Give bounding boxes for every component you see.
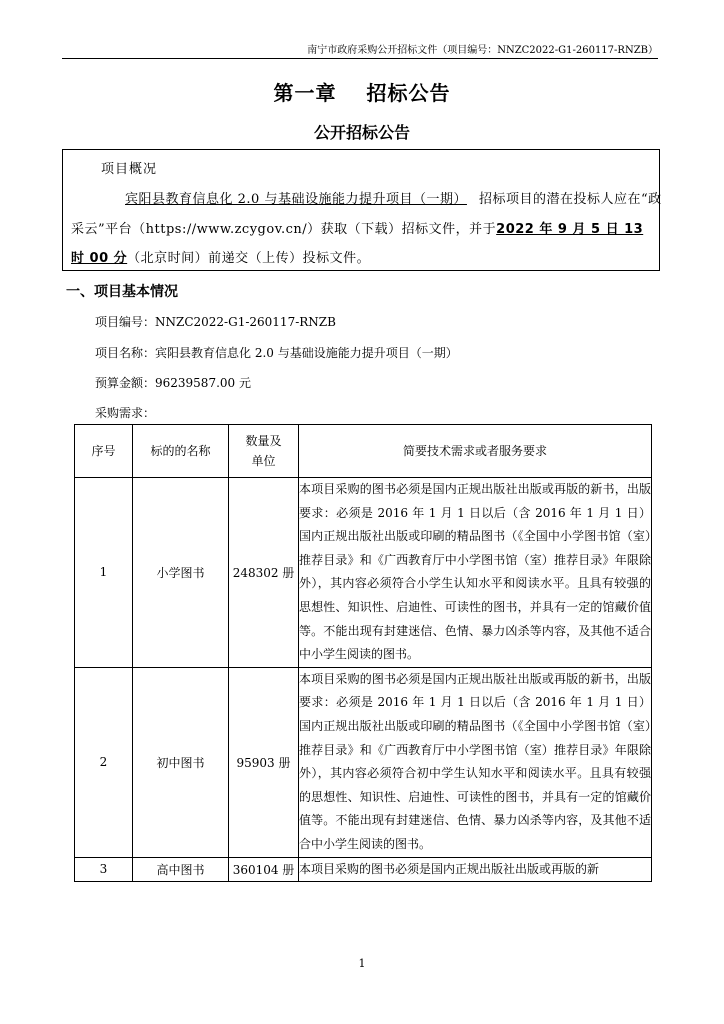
table-row [75, 478, 652, 668]
table-row [75, 667, 652, 857]
row-qty: 95903 册 [229, 667, 299, 857]
table-header-row [75, 425, 652, 478]
row-desc: 本项目采购的图书必须是国内正规出版社出版或再版的新 [299, 857, 652, 882]
requirements-table [74, 424, 652, 882]
chapter-number: 第一章 [273, 81, 337, 105]
header-qty: 数量及 单位 [229, 425, 299, 478]
section-title-basic-info: 一、项目基本情况 [66, 284, 178, 300]
project-name: 项目名称：宾阳县教育信息化 2.0 与基础设施能力提升项目（一期） [95, 346, 458, 360]
row-desc: 本项目采购的图书必须是国内正规出版社出版或再版的新书，出版要求：必须是 2016 年 1 月 1 日以后（含 2016 年 1 月 1 日）国内正规出版社出版或印刷的精品图书（《全国中小学图书馆（室）推荐目录》和《广西教育厅中小学图书馆（室）推荐目录》年限除外），其内容必须符合小学生认知水平和阅读水平。且具有较强的思想性、知识性、启迪性、可读性的图书，并具有一定的馆藏价值等。不能出现有封建迷信、色情、暴力凶杀等内容，及其他不适合中小学生阅读的图书。 [299, 478, 652, 668]
requirement-label: 采购需求： [95, 406, 156, 420]
overview-project-name: 宾阳县教育信息化 2.0 与基础设施能力提升项目（一期） [125, 192, 467, 207]
overview-line-1 [71, 188, 662, 207]
row-qty: 248302 册 [229, 478, 299, 668]
row-name: 小学图书 [133, 478, 229, 668]
overview-line1-suffix: 招标项目的潜在投标人应在“政 [478, 192, 662, 207]
table-row [75, 857, 652, 882]
row-seq: 1 [75, 478, 133, 668]
page-number: 1 [358, 957, 366, 970]
row-name: 初中图书 [133, 667, 229, 857]
header-seq: 序号 [75, 425, 133, 478]
project-number: 项目编号：NNZC2022-G1-260117-RNZB [95, 315, 336, 329]
overview-label: 项目概况 [101, 162, 158, 177]
page-header: 南宁市政府采购公开招标文件（项目编号：NNZC2022-G1-260117-RNZB） [62, 44, 658, 59]
project-overview-box [62, 149, 660, 271]
header-name: 标的的名称 [133, 425, 229, 478]
overview-deadline-time: 时 00 分 [71, 251, 128, 266]
overview-deadline-date: 2022 年 9 月 5 日 13 [496, 222, 644, 237]
row-desc: 本项目采购的图书必须是国内正规出版社出版或再版的新书，出版要求：必须是 2016 年 1 月 1 日以后（含 2016 年 1 月 1 日）国内正规出版社出版或印刷的精品图书（《全国中小学图书馆（室）推荐目录》和《广西教育厅中小学图书馆（室）推荐目录》年限除外），其内容必须符合初中学生认知水平和阅读水平。且具有较强的思想性、知识性、启迪性、可读性的图书，并具有一定的馆藏价值等。不能出现有封建迷信、色情、暴力凶杀等内容，及其他不适合中小学生阅读的图书。 [299, 667, 652, 857]
overview-line-2 [71, 218, 653, 237]
row-seq: 3 [75, 857, 133, 882]
row-qty: 360104 册 [229, 857, 299, 882]
chapter-title [0, 77, 724, 106]
chapter-name: 招标公告 [366, 81, 451, 105]
budget-amount: 预算金额：96239587.00 元 [95, 376, 251, 390]
notice-subtitle: 公开招标公告 [313, 123, 410, 142]
row-name: 高中图书 [133, 857, 229, 882]
header-desc: 简要技术需求或者服务要求 [299, 425, 652, 478]
overview-line2-prefix: 采云”平台（https://www.zcygov.cn/）获取（下载）招标文件，并于 [71, 222, 497, 237]
overview-line-3 [71, 247, 653, 266]
row-seq: 2 [75, 667, 133, 857]
overview-line3-suffix: （北京时间）前递交（上传）投标文件。 [127, 251, 371, 266]
